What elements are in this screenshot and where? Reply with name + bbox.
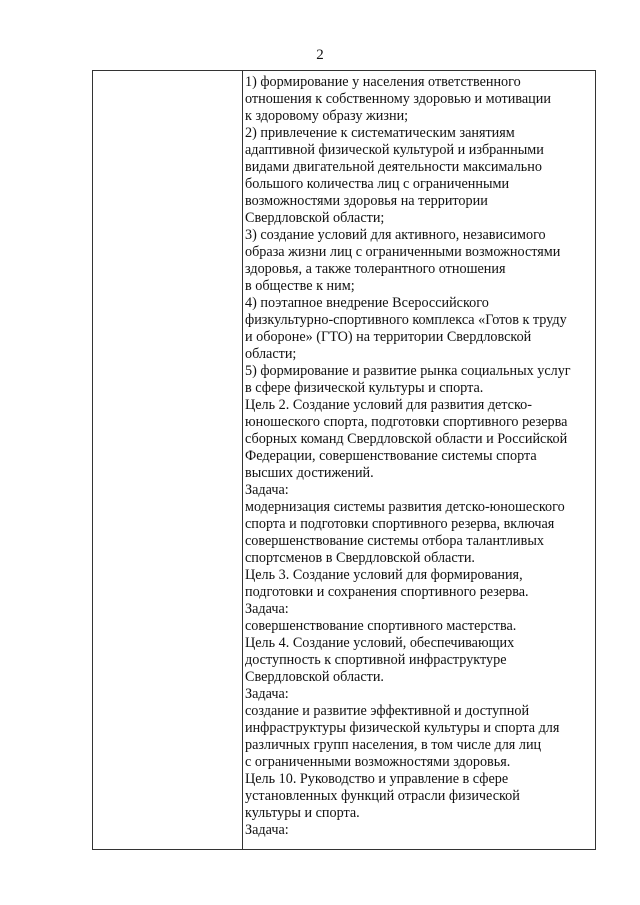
text-line: Свердловской области; bbox=[245, 210, 385, 226]
text-line: Цель 10. Руководство и управление в сфере bbox=[245, 771, 509, 787]
text-line: области; bbox=[245, 346, 297, 362]
text-line: с ограниченными возможностями здоровья. bbox=[245, 754, 511, 770]
text-line: и обороне» (ГТО) на территории Свердловской bbox=[245, 329, 532, 345]
text-line: адаптивной физической культурой и избранными bbox=[245, 142, 544, 158]
text-line: Цель 3. Создание условий для формирования, bbox=[245, 567, 523, 583]
text-line: Задача: bbox=[245, 822, 289, 838]
text-line: создание и развитие эффективной и доступной bbox=[245, 703, 530, 719]
text-line: Задача: bbox=[245, 686, 289, 702]
text-line: видами двигательной деятельности максимально bbox=[245, 159, 542, 175]
page-number: 2 bbox=[316, 47, 324, 63]
text-line: физкультурно-спортивного комплекса «Готов к труду bbox=[245, 312, 567, 328]
text-line: Цель 4. Создание условий, обеспечивающих bbox=[245, 635, 515, 651]
text-line: спортсменов в Свердловской области. bbox=[245, 550, 475, 566]
text-line: большого количества лиц с ограниченными bbox=[245, 176, 510, 192]
table-cell-right bbox=[243, 71, 595, 849]
text-line: отношения к собственному здоровью и мотивации bbox=[245, 91, 551, 107]
text-line: различных групп населения, в том числе для лиц bbox=[245, 737, 542, 753]
text-line: модернизация системы развития детско-юношеского bbox=[245, 499, 565, 515]
text-line: образа жизни лиц с ограниченными возможностями bbox=[245, 244, 561, 260]
text-line: Цель 2. Создание условий для развития детско- bbox=[245, 397, 532, 413]
text-line: инфраструктуры физической культуры и спорта для bbox=[245, 720, 560, 736]
text-line: здоровья, а также толерантного отношения bbox=[245, 261, 506, 277]
text-line: установленных функций отрасли физической bbox=[245, 788, 520, 804]
text-line: совершенствование системы отбора талантливых bbox=[245, 533, 544, 549]
text-line: в обществе к ним; bbox=[245, 278, 355, 294]
text-line: культуры и спорта. bbox=[245, 805, 360, 821]
text-line: совершенствование спортивного мастерства. bbox=[245, 618, 517, 634]
document-table bbox=[92, 70, 596, 850]
text-line: 1) формирование у населения ответственного bbox=[245, 74, 521, 90]
text-line: высших достижений. bbox=[245, 465, 374, 481]
text-line: 3) создание условий для активного, независимого bbox=[245, 227, 546, 243]
text-line: Задача: bbox=[245, 482, 289, 498]
text-line: Свердловской области. bbox=[245, 669, 384, 685]
text-line: Федерации, совершенствование системы спорта bbox=[245, 448, 537, 464]
text-line: юношеского спорта, подготовки спортивного резерва bbox=[245, 414, 568, 430]
text-line: к здоровому образу жизни; bbox=[245, 108, 409, 124]
text-line: 2) привлечение к систематическим занятиям bbox=[245, 125, 515, 141]
text-line: 5) формирование и развитие рынка социальных услуг bbox=[245, 363, 571, 379]
text-line: доступность к спортивной инфраструктуре bbox=[245, 652, 507, 668]
text-line: сборных команд Свердловской области и Российской bbox=[245, 431, 568, 447]
text-line: Задача: bbox=[245, 601, 289, 617]
table-cell-left-empty bbox=[93, 71, 243, 849]
text-line: подготовки и сохранения спортивного резерва. bbox=[245, 584, 529, 600]
text-line: спорта и подготовки спортивного резерва, включая bbox=[245, 516, 555, 532]
text-line: возможностями здоровья на территории bbox=[245, 193, 488, 209]
text-line: в сфере физической культуры и спорта. bbox=[245, 380, 484, 396]
text-line: 4) поэтапное внедрение Всероссийского bbox=[245, 295, 489, 311]
